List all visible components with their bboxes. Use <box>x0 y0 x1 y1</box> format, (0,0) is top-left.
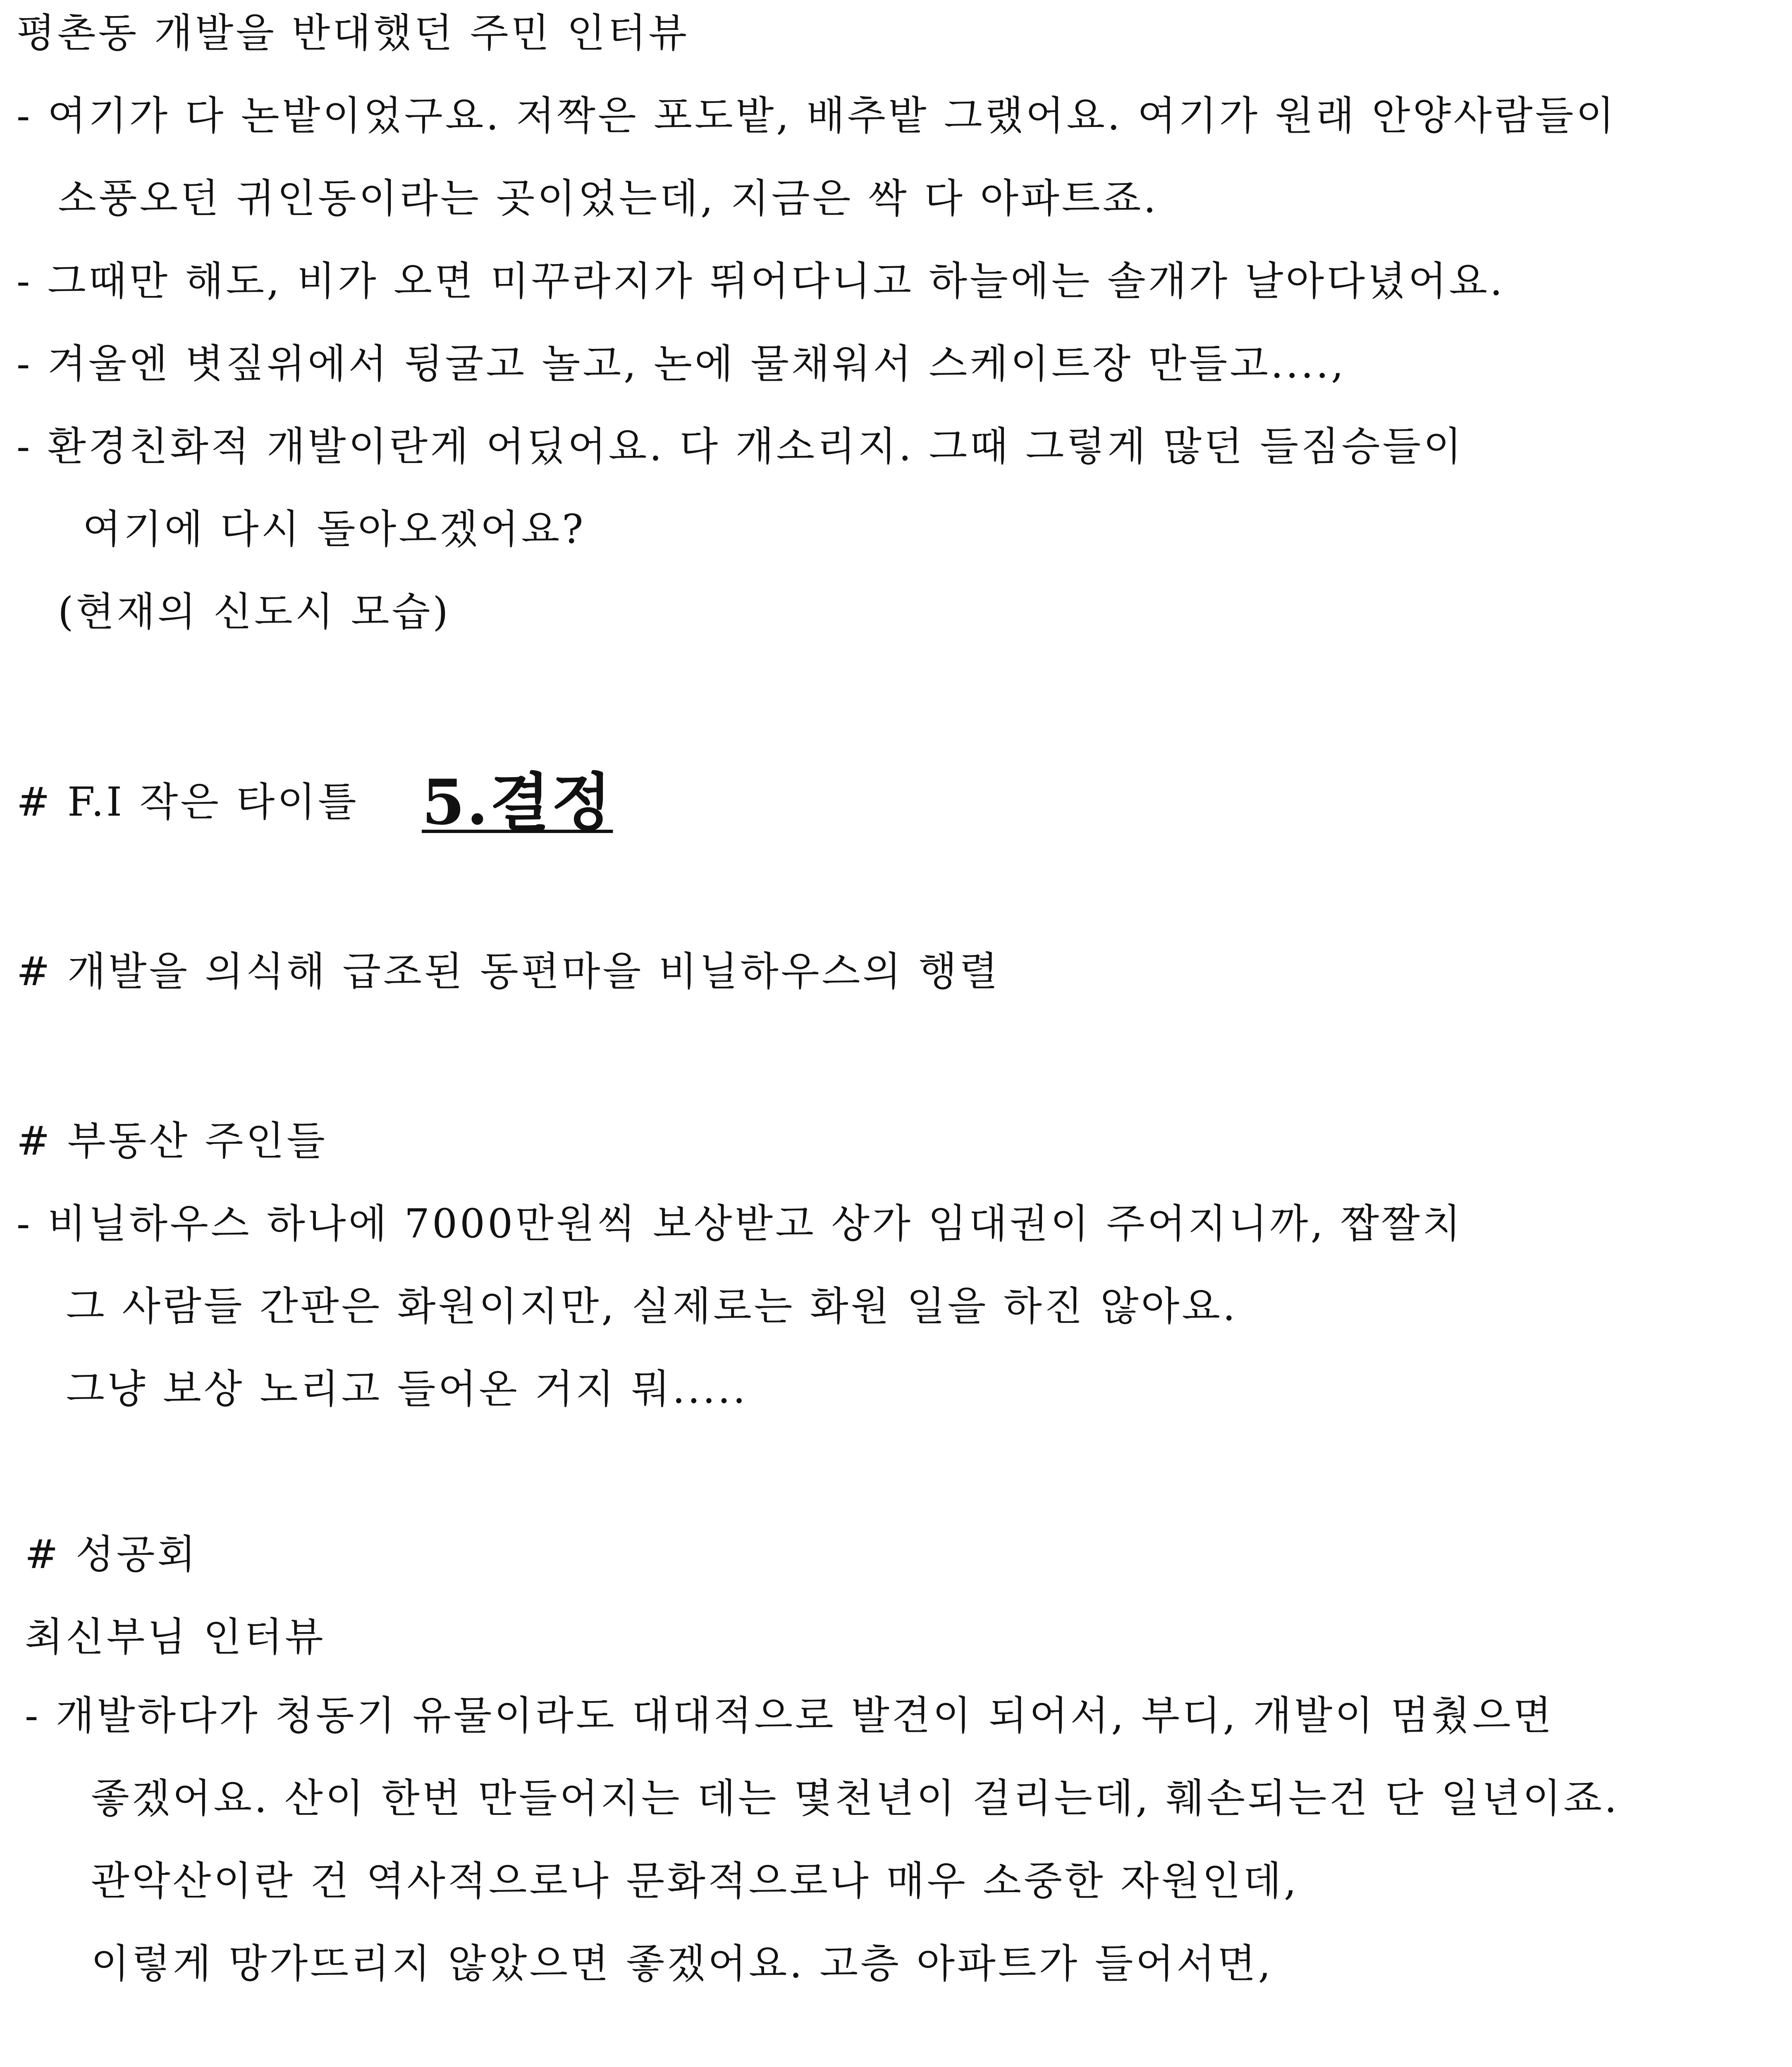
interview-line: 그 사람들 간판은 화원이지만, 실제로는 화원 일을 하진 않아요. <box>66 1283 1238 1329</box>
interview-line: - 여기가 다 논밭이었구요. 저짝은 포도밭, 배추밭 그랬어요. 여기가 원래 안양사람들이 <box>17 93 1617 139</box>
interview-line: 소풍오던 귀인동이라는 곳이었는데, 지금은 싹 다 아파트죠. <box>58 175 1159 222</box>
section-heading: # 성공회 <box>25 1531 198 1578</box>
interview-line: 여기에 다시 돌아오겠어요? <box>83 506 586 552</box>
section-heading: # 개발을 의식해 급조된 동편마을 비닐하우스의 행렬 <box>17 948 1000 995</box>
interview-line: 이렇게 망가뜨리지 않았으면 좋겠어요. 고층 아파트가 들어서면, <box>91 1940 1274 1987</box>
section-heading: 평촌동 개발을 반대했던 주민 인터뷰 <box>17 10 690 56</box>
caption-line: (현재의 신도시 모습) <box>58 589 451 635</box>
fi-title-prefix: # F.I 작은 타이틀 <box>17 779 359 825</box>
section-heading: # 부동산 주인들 <box>17 1118 327 1164</box>
interview-line: - 환경친화적 개발이란게 어딨어요. 다 개소리지. 그때 그렇게 많던 들짐승들이 <box>17 423 1464 470</box>
interview-line: 좋겠어요. 산이 한번 만들어지는 데는 몇천년이 걸리는데, 훼손되는건 단 일년이죠. <box>91 1775 1620 1821</box>
section-subheading: 최신부님 인터뷰 <box>25 1614 326 1660</box>
interview-line: - 겨울엔 볏짚위에서 뒹굴고 놀고, 논에 물채워서 스케이트장 만들고...., <box>17 341 1346 387</box>
interview-line: - 비닐하우스 하나에 7000만원씩 보상받고 상가 임대권이 주어지니까, 짭짤치 <box>17 1201 1463 1247</box>
interview-line: 그냥 보상 노리고 들어온 거지 뭐..... <box>66 1366 748 1412</box>
fi-title: 5.결정 <box>422 766 613 839</box>
interview-line: 관악산이란 건 역사적으로나 문화적으로나 매우 소중한 자원인데, <box>91 1858 1299 1904</box>
interview-line: - 그때만 해도, 비가 오면 미꾸라지가 뛰어다니고 하늘에는 솔개가 날아다녔어요. <box>17 258 1505 304</box>
interview-line: - 개발하다가 청동기 유물이라도 대대적으로 발견이 되어서, 부디, 개발이 멈췄으면 <box>25 1692 1554 1739</box>
